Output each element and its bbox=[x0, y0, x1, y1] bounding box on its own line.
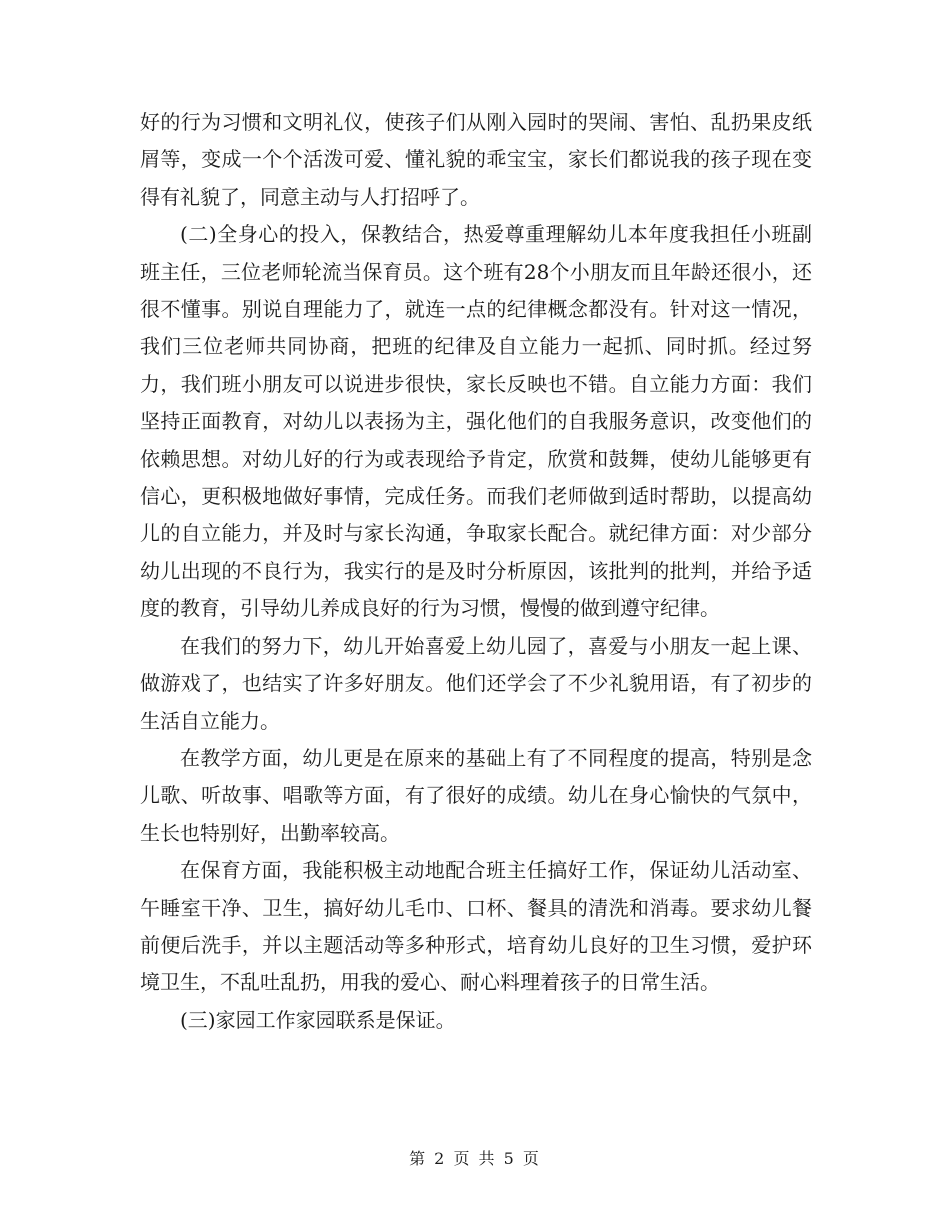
paragraph-2: (二)全身心的投入，保教结合，热爱尊重理解幼儿本年度我担任小班副班主任，三位老师轮流当保育员。这个班有28个小朋友而且年龄还很小，还很不懂事。别说自理能力了，就连一点的纪律概念都没有。针对这一情况，我们三位老师共同协商，把班的纪律及自立能力一起抓、同时抓。经过努力，我们班小朋友可以说进步很快，家长反映也不错。自立能力方面：我们坚持正面教育，对幼儿以表扬为主，强化他们的自我服务意识，改变他们的依赖思想。对幼儿好的行为或表现给予肯定，欣赏和鼓舞，使幼儿能够更有信心，更积极地做好事情，完成任务。而我们老师做到适时帮助，以提高幼儿的自立能力，并及时与家长沟通，争取家长配合。就纪律方面：对少部分幼儿出现的不良行为，我实行的是及时分析原因，该批判的批判，并给予适度的教育，引导幼儿养成良好的行为习惯，慢慢的做到遵守纪律。 bbox=[140, 222, 812, 621]
page-number-footer: 第 2 页 共 5 页 bbox=[409, 1149, 541, 1168]
paragraph-5: 在保育方面，我能积极主动地配合班主任搞好工作，保证幼儿活动室、午睡室干净、卫生，搞好幼儿毛巾、口杯、餐具的清洗和消毒。要求幼儿餐前便后洗手，并以主题活动等多种形式，培育幼儿良好的卫生习惯，爱护环境卫生，不乱吐乱扔，用我的爱心、耐心料理着孩子的日常生活。 bbox=[140, 858, 812, 995]
paragraph-4: 在教学方面，幼儿更是在原来的基础上有了不同程度的提高，特别是念儿歌、听故事、唱歌等方面，有了很好的成绩。幼儿在身心愉快的气氛中，生长也特别好，出勤率较高。 bbox=[140, 745, 812, 845]
paragraph-6: (三)家园工作家园联系是保证。 bbox=[180, 1007, 456, 1032]
paragraph-3: 在我们的努力下，幼儿开始喜爱上幼儿园了，喜爱与小朋友一起上课、做游戏了，也结实了许多好朋友。他们还学会了不少礼貌用语，有了初步的生活自立能力。 bbox=[140, 633, 812, 733]
paragraph-1: 好的行为习惯和文明礼仪，使孩子们从刚入园时的哭闹、害怕、乱扔果皮纸屑等，变成一个个活泼可爱、懂礼貌的乖宝宝，家长们都说我的孩子现在变得有礼貌了，同意主动与人打招呼了。 bbox=[140, 110, 812, 209]
document-body bbox=[140, 104, 812, 1039]
